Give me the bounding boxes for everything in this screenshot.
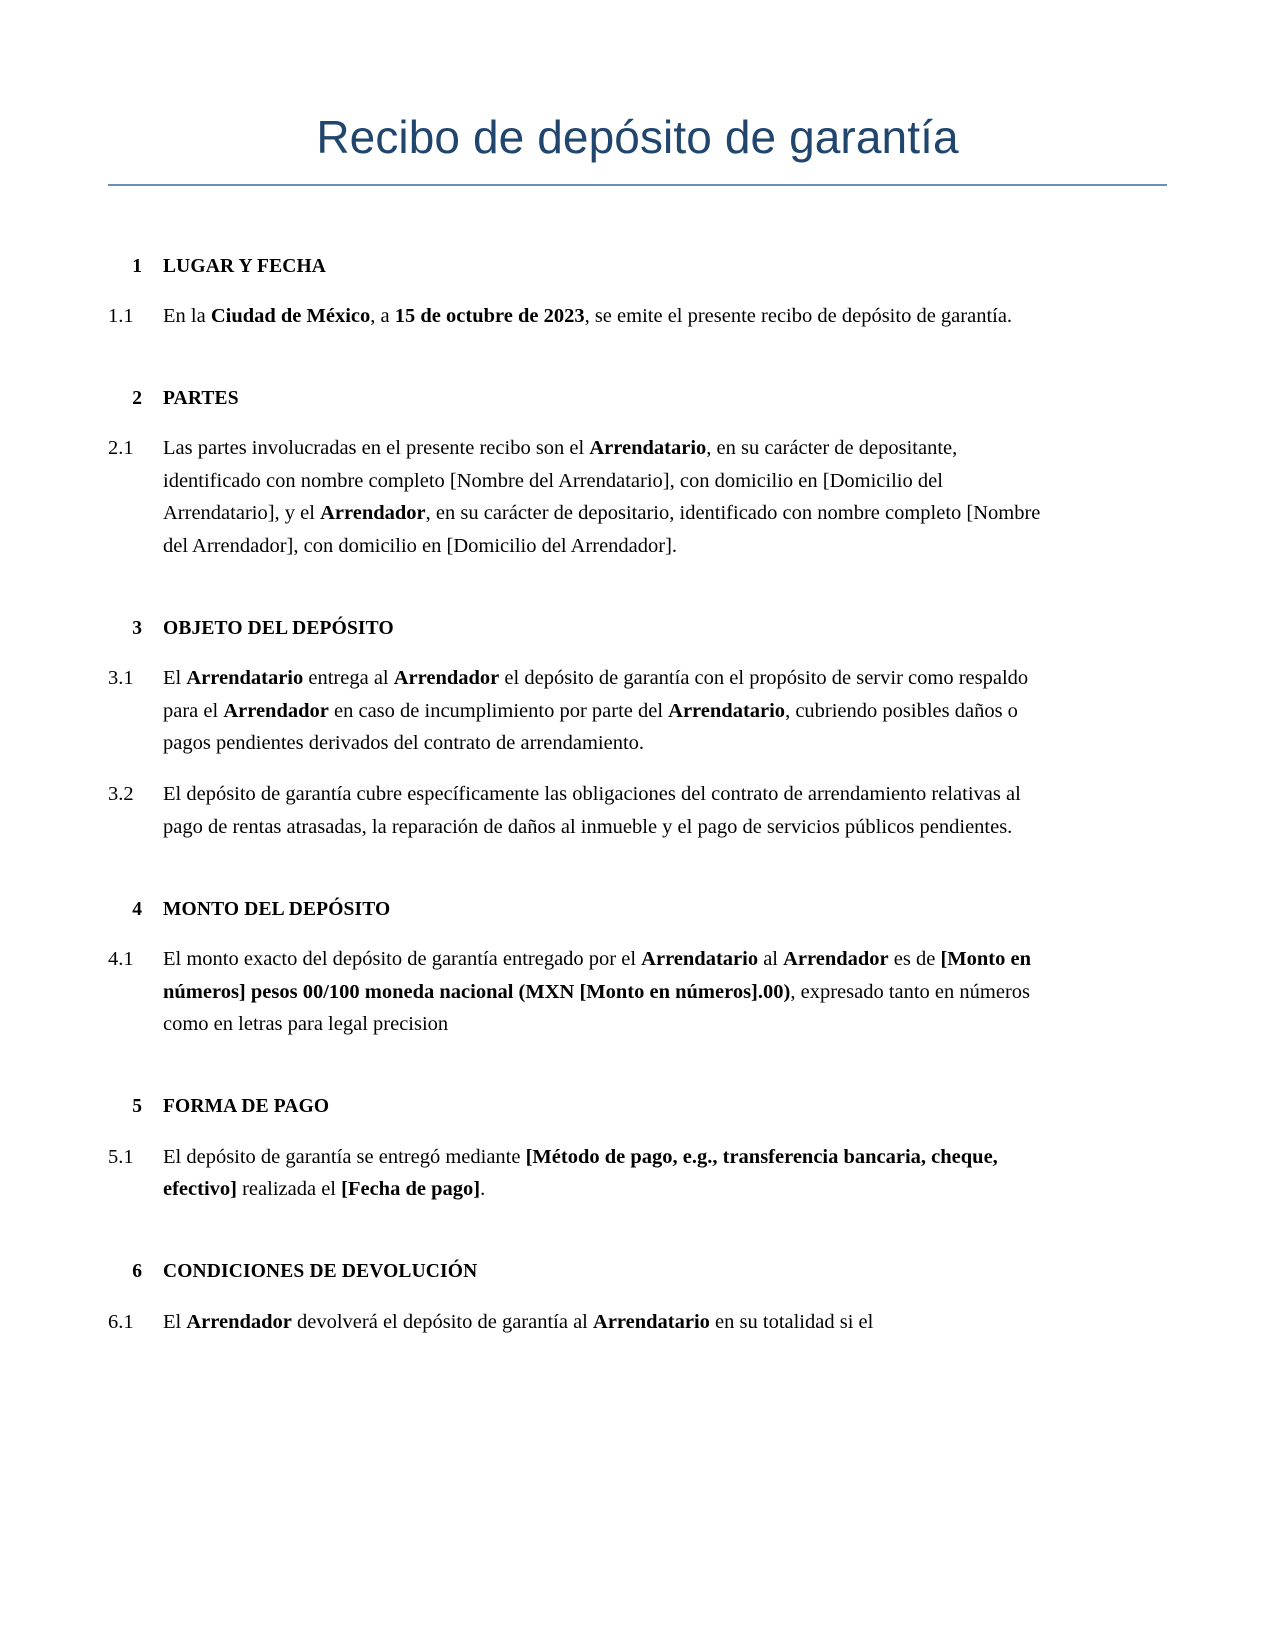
section-heading (108, 1092, 1167, 1121)
section (108, 895, 1167, 1040)
sections-container (108, 252, 1167, 1339)
clause-text-run: en caso de incumplimiento por parte del (328, 699, 669, 722)
title-block (0, 0, 1275, 186)
section-title: PARTES (163, 388, 239, 410)
clause-text-run: al (758, 948, 784, 971)
clause-text-run: es de (888, 948, 941, 971)
clause (108, 432, 1167, 562)
section-spacer (108, 1040, 1167, 1092)
clause-text-run: El (163, 667, 187, 690)
section-heading (108, 384, 1167, 413)
clause (108, 662, 1167, 759)
clause-text-run: El (163, 1310, 187, 1333)
section-title: CONDICIONES DE DEVOLUCIÓN (163, 1261, 478, 1283)
page-title: Recibo de depósito de garantía (316, 111, 959, 163)
title-divider (108, 184, 1167, 186)
clause-number: 3.1 (108, 667, 134, 690)
section (108, 1092, 1167, 1205)
clause-text (163, 300, 1051, 332)
clause (108, 943, 1167, 1040)
clause-text-run: . (480, 1178, 486, 1201)
clause (108, 1306, 1167, 1338)
clause-text-run: El depósito de garantía se entregó mediante (163, 1145, 526, 1168)
clause-text-run: , se emite el presente recibo de depósito de garantía. (584, 304, 1013, 327)
section-title: LUGAR Y FECHA (163, 255, 327, 277)
section-number: 1 (132, 255, 142, 277)
section (108, 252, 1167, 333)
clause-text-emphasis: [Fecha de pago] (341, 1178, 481, 1201)
clause (108, 300, 1167, 332)
section-spacer (108, 1205, 1167, 1257)
clause (108, 778, 1167, 843)
clause-text-emphasis: Arrendador (223, 699, 329, 722)
section (108, 1257, 1167, 1338)
clause-text (163, 778, 1051, 843)
clause-text-run: en su totalidad si el (709, 1310, 874, 1333)
clause-text-run: , expresado tanto en números como en letras para legal precision (163, 980, 1031, 1036)
section-heading (108, 252, 1167, 281)
section-spacer (108, 562, 1167, 614)
clause-text (163, 432, 1051, 562)
clause-text-emphasis: Arrendatario (593, 1310, 710, 1333)
clause-text-run: En la (163, 304, 211, 327)
clause-text-run: entrega al (303, 667, 394, 690)
section-heading (108, 614, 1167, 643)
section-heading (108, 1257, 1167, 1286)
clause-text-run: Las partes involucradas en el presente recibo son el (163, 437, 590, 460)
clause-text (163, 1141, 1051, 1206)
clause-text (163, 662, 1051, 759)
section-spacer (108, 332, 1167, 384)
clause-text-run: , en su carácter de depositante, identificado con nombre completo [Nombre del Arrendatario], con domicilio en [Domicilio del Arrendatario], y el (163, 437, 958, 525)
section-number: 2 (132, 388, 142, 410)
section-title: FORMA DE PAGO (163, 1096, 330, 1118)
clause-text-run: el depósito de garantía con el propósito de servir como respaldo para el (163, 667, 1029, 722)
clause-text-emphasis: [Método de pago, e.g., transferencia bancaria, cheque, efectivo] (163, 1145, 998, 1201)
clause-text-emphasis: Arrendatario (186, 667, 304, 690)
section-title: MONTO DEL DEPÓSITO (163, 899, 391, 921)
clause-text-run: , a (370, 304, 395, 327)
clause-text-emphasis: Arrendador (186, 1310, 292, 1333)
clause-number: 3.2 (108, 783, 134, 806)
section-title: OBJETO DEL DEPÓSITO (163, 617, 394, 639)
clause-text-run: devolverá el depósito de garantía al (291, 1310, 594, 1333)
clause-number: 1.1 (108, 304, 134, 327)
clause-text-run: realizada el (236, 1178, 342, 1201)
clause-text-run: , en su carácter de depositario, identificado con nombre completo [Nombre del Arrendador], con domicilio en [Domicilio del Arrendador]. (163, 502, 1041, 557)
clause-text-emphasis: Ciudad de México (210, 304, 371, 327)
document-body (0, 252, 1275, 1339)
section-number: 4 (132, 899, 142, 921)
clause-text-emphasis: [Monto en números] pesos 00/100 moneda nacional (MXN [Monto en números].00) (163, 948, 1032, 1003)
clause-text-emphasis: 15 de octubre de 2023 (394, 304, 585, 327)
section-number: 5 (132, 1096, 142, 1118)
section-spacer (108, 843, 1167, 895)
section-number: 3 (132, 617, 142, 639)
clause (108, 1141, 1167, 1206)
clause-text-run: El depósito de garantía cubre específicamente las obligaciones del contrato de arrendamiento relativas al pago de rentas atrasadas, la reparación de daños al inmueble y el pago de servicios públicos pendientes. (163, 783, 1021, 838)
clause-text-emphasis: Arrendatario (641, 948, 759, 971)
clause-text (163, 1306, 1051, 1338)
clause-number: 6.1 (108, 1310, 134, 1333)
clause-number: 5.1 (108, 1145, 134, 1168)
clause-text-emphasis: Arrendatario (668, 699, 786, 722)
clause-text-emphasis: Arrendador (783, 948, 889, 971)
section (108, 384, 1167, 562)
section (108, 614, 1167, 843)
clause-text-run: , cubriendo posibles daños o pagos pendientes derivados del contrato de arrendamiento. (163, 699, 1018, 754)
clause-text (163, 943, 1051, 1040)
section-number: 6 (132, 1261, 142, 1283)
clause-number: 2.1 (108, 437, 134, 460)
section-heading (108, 895, 1167, 924)
clause-text-emphasis: Arrendador (320, 502, 426, 525)
clause-text-run: El monto exacto del depósito de garantía entregado por el (163, 948, 642, 971)
clause-number: 4.1 (108, 948, 134, 971)
clause-text-emphasis: Arrendatario (589, 437, 707, 460)
clause-text-emphasis: Arrendador (393, 667, 500, 690)
